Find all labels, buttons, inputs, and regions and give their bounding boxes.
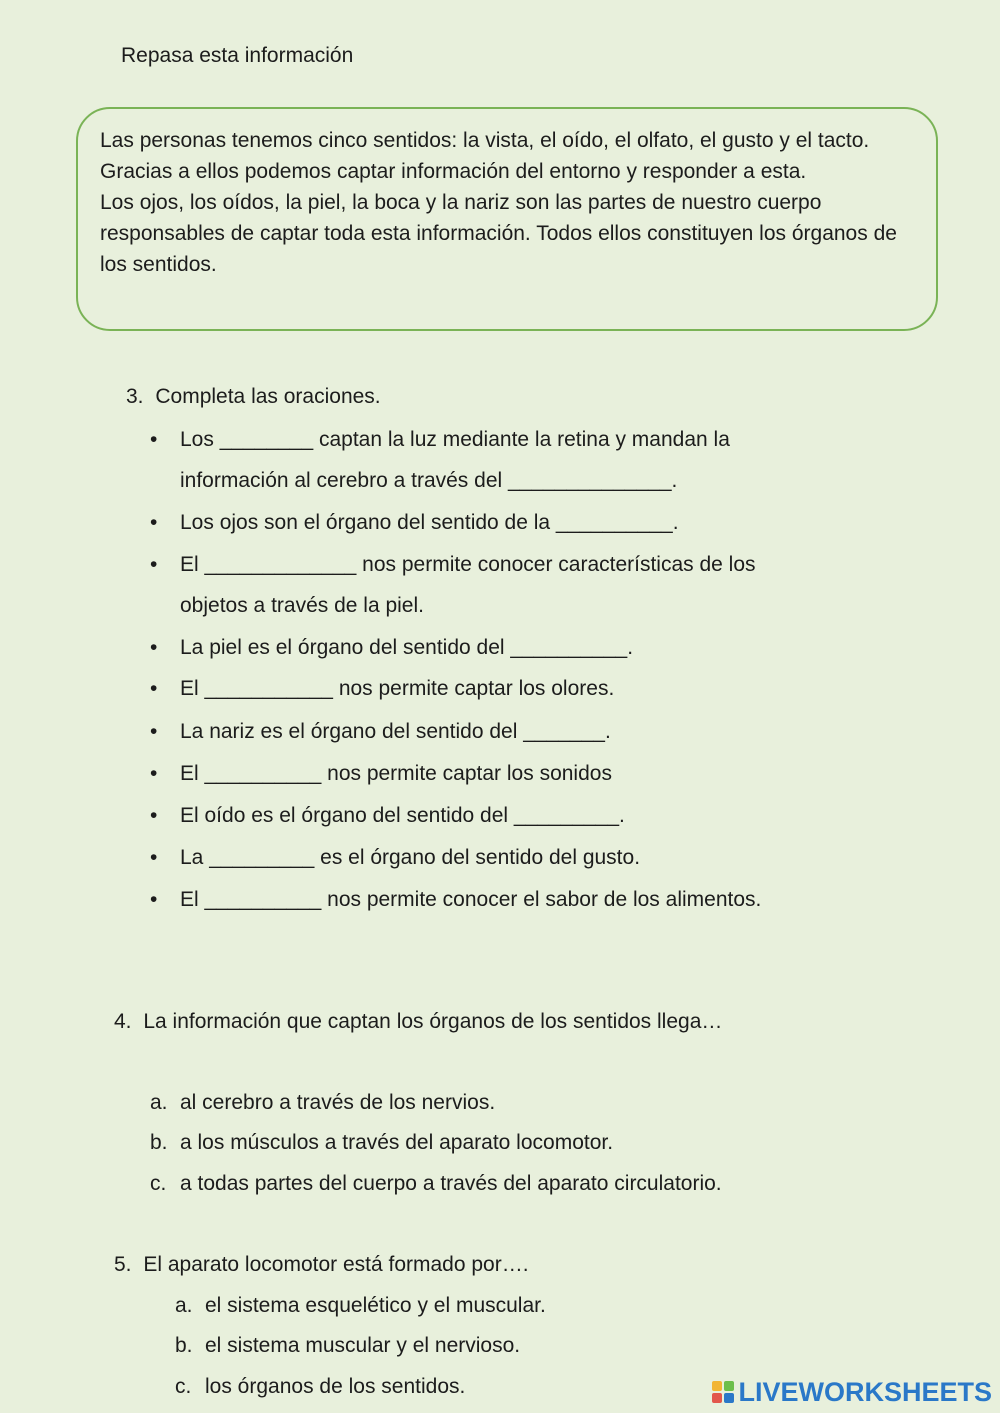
option-letter: a. [150, 1091, 168, 1114]
answer-option-a [150, 1091, 495, 1115]
info-paragraph-1: Las personas tenemos cinco sentidos: la vista, el oído, el olfato, el gusto y el tacto. [100, 129, 870, 152]
logo-wordmark: LIVEWORKSHEETS [738, 1376, 992, 1407]
logo-tiles-icon [712, 1381, 734, 1403]
question-prompt: La información que captan los órganos de los sentidos llega… [143, 1010, 723, 1033]
list-item [150, 502, 860, 543]
option-letter: c. [175, 1375, 192, 1398]
info-paragraph-2: Gracias a ellos podemos captar información del entorno y responder a esta. [100, 160, 807, 183]
fill-sentence-line: información al cerebro a través del ______________. [180, 469, 678, 492]
answer-option-a [175, 1294, 546, 1318]
question-prompt: Completa las oraciones. [155, 385, 381, 408]
question-3-title [126, 385, 381, 409]
question-5-title [114, 1253, 529, 1277]
option-letter: b. [175, 1334, 193, 1357]
fill-sentence-line: El __________ nos permite captar los sonidos [180, 762, 612, 785]
option-letter: c. [150, 1172, 167, 1195]
fill-sentence-line: La piel es el órgano del sentido del __________. [180, 636, 634, 659]
option-text: el sistema muscular y el nervioso. [205, 1334, 521, 1357]
list-item [150, 627, 860, 668]
bullet-icon: • [150, 511, 158, 534]
fill-sentence-line: La nariz es el órgano del sentido del _______. [180, 720, 611, 743]
list-item [150, 419, 860, 501]
bullet-icon: • [150, 762, 158, 785]
bullet-icon: • [150, 553, 158, 576]
answer-option-c [150, 1172, 722, 1196]
bullet-icon: • [150, 846, 158, 869]
list-item [150, 879, 860, 920]
option-text: a todas partes del cuerpo a través del aparato circulatorio. [180, 1172, 722, 1195]
fill-sentence-line: El _____________ nos permite conocer características de los [180, 553, 756, 576]
option-letter: b. [150, 1131, 168, 1154]
list-item [150, 753, 860, 794]
list-item [150, 837, 860, 878]
logo-tile [724, 1381, 734, 1391]
question-number: 4. [114, 1010, 132, 1033]
option-text: al cerebro a través de los nervios. [180, 1091, 496, 1114]
question-prompt: El aparato locomotor está formado por…. [143, 1253, 529, 1276]
list-item [150, 795, 860, 836]
fill-sentence-line: Los ________ captan la luz mediante la retina y mandan la [180, 428, 730, 451]
option-text: el sistema esquelético y el muscular. [205, 1294, 546, 1317]
question-number: 5. [114, 1253, 132, 1276]
question-4-title [114, 1010, 722, 1034]
option-letter: a. [175, 1294, 193, 1317]
list-item [150, 711, 860, 752]
bullet-icon: • [150, 720, 158, 743]
info-paragraph-3: Los ojos, los oídos, la piel, la boca y la nariz son las partes de nuestro cuerpo responsables de captar toda esta información. Todos ellos constituyen los órganos de los sentidos. [100, 191, 897, 276]
bullet-icon: • [150, 888, 158, 911]
logo-tile [724, 1393, 734, 1403]
list-item [150, 544, 860, 626]
option-text: los órganos de los sentidos. [205, 1375, 466, 1398]
fill-sentence-line: El oído es el órgano del sentido del _________. [180, 804, 625, 827]
answer-option-b [175, 1334, 520, 1358]
answer-option-b [150, 1131, 613, 1155]
fill-sentence-line: La _________ es el órgano del sentido del gusto. [180, 846, 641, 869]
info-box [76, 107, 938, 331]
fill-sentence-line: El __________ nos permite conocer el sabor de los alimentos. [180, 888, 762, 911]
logo-tile [712, 1381, 722, 1391]
bullet-icon: • [150, 804, 158, 827]
page-heading: Repasa esta información [121, 44, 354, 67]
fill-sentence-line: Los ojos son el órgano del sentido de la __________. [180, 511, 679, 534]
bullet-icon: • [150, 677, 158, 700]
option-text: a los músculos a través del aparato locomotor. [180, 1131, 614, 1154]
logo-tile [712, 1393, 722, 1403]
bullet-icon: • [150, 636, 158, 659]
list-item [150, 668, 860, 709]
fill-sentence-line: El ___________ nos permite captar los olores. [180, 677, 615, 700]
liveworksheets-logo [712, 1377, 992, 1407]
question-number: 3. [126, 385, 144, 408]
bullet-icon: • [150, 428, 158, 451]
fill-sentence-line: objetos a través de la piel. [180, 594, 424, 617]
answer-option-c [175, 1375, 465, 1399]
